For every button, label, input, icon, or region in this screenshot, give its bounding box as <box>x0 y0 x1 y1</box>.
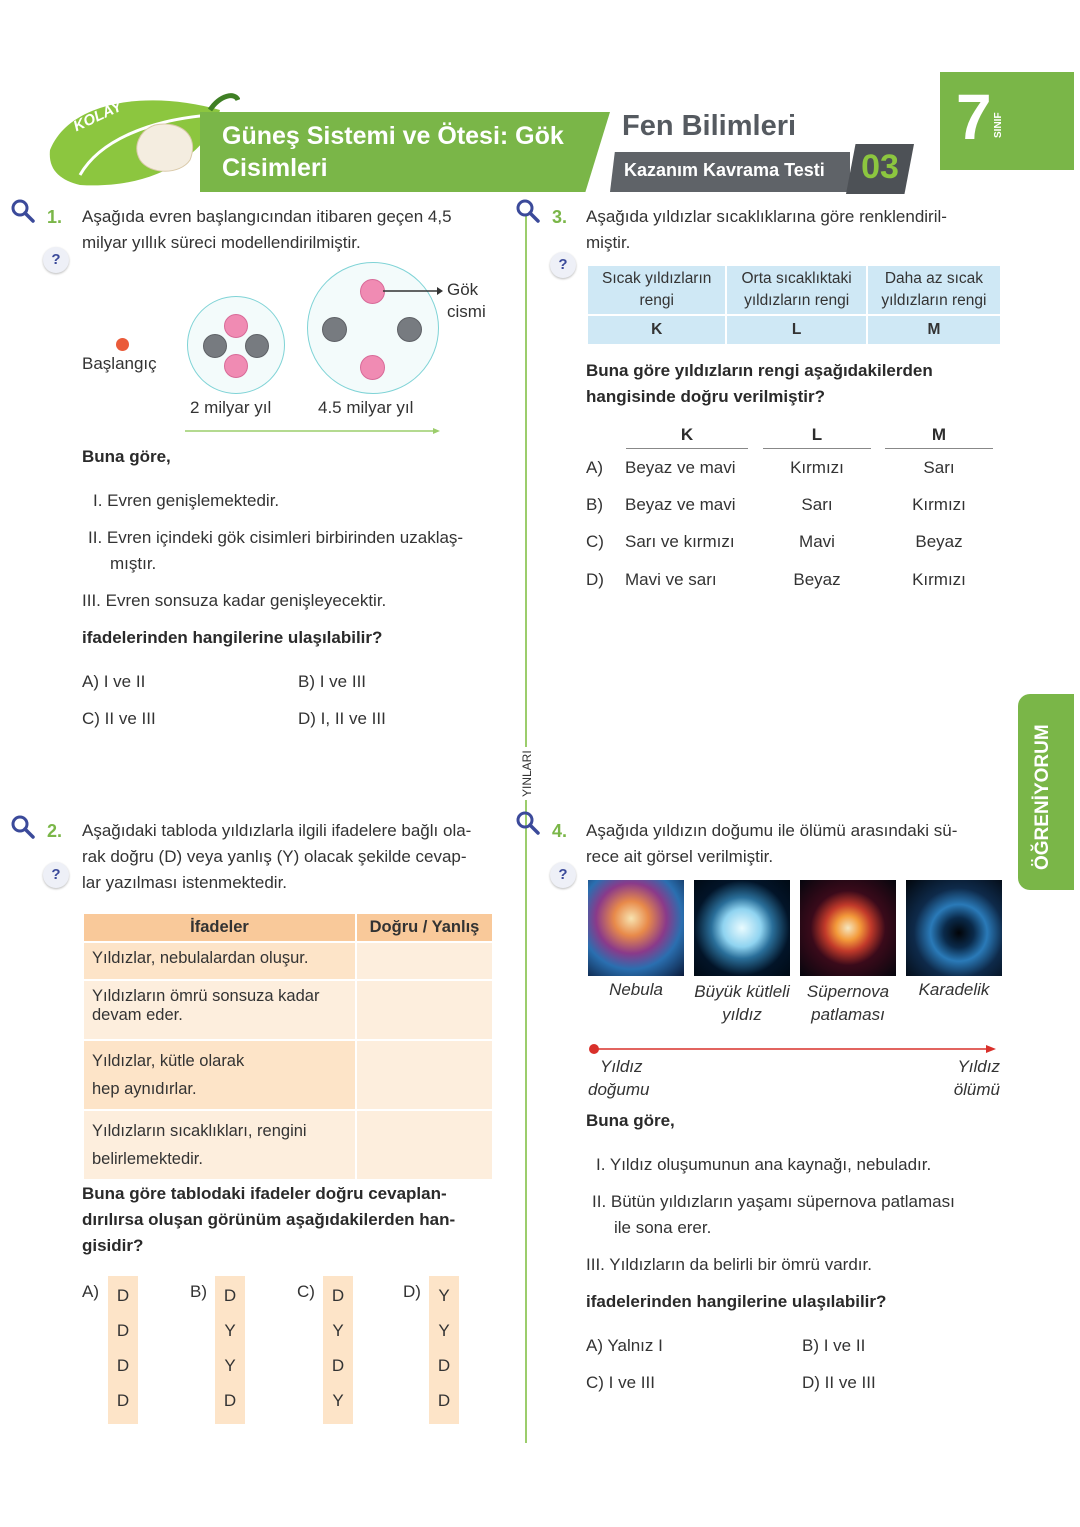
q2-option-b-label[interactable]: B) <box>190 1282 207 1301</box>
table-header <box>867 265 1001 315</box>
table-row <box>83 980 493 1040</box>
table-cell: M <box>867 315 1001 345</box>
q1-statement-3: III. Evren sonsuza kadar genişleyecektir. <box>82 591 387 610</box>
q3-question-line1: Buna göre yıldızların rengi aşağıdakilerden <box>586 361 933 380</box>
answer-cell[interactable] <box>356 1040 493 1110</box>
cell-text: Yıldızların sıcaklıkları, rengini <box>92 1122 307 1140</box>
value: D <box>437 1391 451 1410</box>
value: D <box>116 1321 130 1340</box>
image-label-nebula: Nebula <box>609 980 663 999</box>
header-text: yıldızların rengi <box>744 292 850 309</box>
massive-star-image <box>694 880 790 976</box>
q4-number: 4. <box>552 821 568 841</box>
label-line: yıldız <box>722 1005 762 1024</box>
q2-prompt-line1: Aşağıdaki tabloda yıldızlarla ilgili ifadelere bağlı ola- <box>82 821 472 840</box>
option-m: Sarı <box>923 458 955 477</box>
unit-title <box>222 120 564 184</box>
q2-option-c-label[interactable]: C) <box>297 1282 315 1301</box>
table-header: İfadeler <box>83 913 356 942</box>
q2-question <box>82 1181 502 1259</box>
body-grey <box>397 317 422 342</box>
q2-question-line1: Buna göre tablodaki ifadeler doğru cevaplan- <box>82 1184 447 1203</box>
value: D <box>331 1356 345 1375</box>
star-color-table <box>586 264 1002 346</box>
cell-text: belirlemektedir. <box>92 1150 203 1168</box>
q1-question: ifadelerinden hangilerine ulaşılabilir? <box>82 628 383 647</box>
q3-option-c[interactable] <box>586 532 1006 556</box>
q4-option-d[interactable]: D) II ve III <box>802 1373 876 1392</box>
question-mark-icon: ? <box>43 862 69 888</box>
image-label-supernova <box>796 980 900 1026</box>
option-m: Kırmızı <box>912 495 966 514</box>
option-k: Mavi ve sarı <box>625 570 717 589</box>
q1-statement-2: II. Evren içindeki gök cisimleri birbirinden uzaklaş- <box>88 528 464 547</box>
q2-option-d-values[interactable] <box>429 1276 459 1424</box>
q2-option-a-label[interactable]: A) <box>82 1282 99 1301</box>
start-dot <box>116 338 129 351</box>
q4-prompt-line1: Aşağıda yıldızın doğumu ile ölümü arasındaki sü- <box>586 821 958 840</box>
q1-statement-1: I. Evren genişlemektedir. <box>93 491 280 510</box>
body-grey <box>203 334 227 358</box>
label-line: Büyük kütleli <box>694 982 790 1001</box>
q1-option-c[interactable]: C) II ve III <box>82 709 156 728</box>
label-line: Yıldız <box>600 1057 643 1076</box>
test-number: 03 <box>861 148 899 186</box>
q2-prompt <box>82 818 502 896</box>
table-cell: L <box>726 315 866 345</box>
header-text: Sıcak yıldızların <box>602 270 712 287</box>
image-label-black-hole: Karadelik <box>918 980 990 999</box>
header-text: Orta sıcaklıktaki <box>741 270 852 287</box>
q3-prompt-line1: Aşağıda yıldızlar sıcaklıklarına göre renklendiril- <box>586 207 947 226</box>
q3-number: 3. <box>552 207 568 227</box>
image-label-massive-star <box>686 980 798 1026</box>
search-icon <box>10 198 36 224</box>
label-line: doğumu <box>588 1080 650 1099</box>
q2-prompt-line2: rak doğru (D) veya yanlış (Y) olacak şekilde cevap- <box>82 847 467 866</box>
label-2-billion: 2 milyar yıl <box>190 398 272 417</box>
header-text: Daha az sıcak <box>884 270 984 287</box>
option-m: Kırmızı <box>912 570 966 589</box>
q1-statement-2-cont: mıştır. <box>110 554 157 573</box>
universe-2-billion <box>187 296 285 394</box>
table-header: Doğru / Yanlış <box>356 913 493 942</box>
option-l: Sarı <box>801 495 833 514</box>
question-mark-icon: ? <box>550 252 576 278</box>
q3-col-header-l: L <box>763 425 871 449</box>
q2-number: 2. <box>47 821 63 841</box>
table-header <box>587 265 726 315</box>
body-grey <box>245 334 269 358</box>
nebula-image <box>588 880 684 976</box>
time-arrow <box>185 425 440 437</box>
cell-text: devam eder. <box>92 1006 183 1024</box>
timeline-end <box>930 1055 1000 1101</box>
header <box>0 60 1080 200</box>
label-line: ölümü <box>953 1080 1000 1099</box>
value: D <box>116 1286 130 1305</box>
q3-option-a[interactable] <box>586 458 1006 482</box>
body-pink <box>360 355 385 380</box>
grade-number: 7 <box>956 81 992 153</box>
value: Y <box>332 1321 344 1340</box>
q1-option-b[interactable]: B) I ve III <box>298 672 367 691</box>
search-icon <box>515 810 541 836</box>
value: Y <box>438 1286 450 1305</box>
q3-option-b[interactable] <box>586 495 1006 519</box>
table-row <box>83 1040 493 1110</box>
option-k: Beyaz ve mavi <box>625 495 736 514</box>
table-cell <box>83 1110 356 1180</box>
value: D <box>437 1356 451 1375</box>
table-cell <box>83 942 356 980</box>
question-mark-icon: ? <box>550 862 576 888</box>
q4-prompt <box>586 818 1006 870</box>
option-m: Beyaz <box>915 532 963 551</box>
q2-option-a-values[interactable] <box>108 1276 138 1424</box>
table-row <box>83 1110 493 1180</box>
value: D <box>223 1286 237 1305</box>
q1-option-a[interactable]: A) I ve II <box>82 672 146 691</box>
q3-question <box>586 358 1006 410</box>
option-label: A) <box>586 458 603 477</box>
q3-prompt-line2: miştir. <box>586 233 631 252</box>
option-l: Kırmızı <box>790 458 844 477</box>
value: Y <box>332 1391 344 1410</box>
q4-statement-2: II. Bütün yıldızların yaşamı süpernova patlaması <box>592 1192 955 1211</box>
q4-option-b[interactable]: B) I ve II <box>802 1336 866 1355</box>
q1-prompt <box>82 204 502 256</box>
q1-prompt-line2: milyar yıllık süreci modellendirilmiştir. <box>82 233 361 252</box>
q4-question: ifadelerinden hangilerine ulaşılabilir? <box>586 1292 887 1311</box>
table-row <box>587 315 1001 345</box>
statements-table <box>82 912 494 1181</box>
answer-cell[interactable] <box>356 980 493 1040</box>
q2-prompt-line3: lar yazılması istenmektedir. <box>82 873 288 892</box>
body-grey <box>322 317 347 342</box>
q4-lead: Buna göre, <box>586 1111 675 1130</box>
question-mark-icon: ? <box>43 247 69 273</box>
q3-question-line2: hangisinde doğru verilmiştir? <box>586 387 825 406</box>
q4-prompt-line2: rece ait görsel verilmiştir. <box>586 847 774 866</box>
q2-option-b-values[interactable] <box>215 1276 245 1424</box>
value: Y <box>224 1356 236 1375</box>
cell-text: Yıldızlar, nebulalardan oluşur. <box>92 949 309 967</box>
test-type: Kazanım Kavrama Testi <box>624 160 825 180</box>
q1-option-d[interactable]: D) I, II ve III <box>298 709 386 728</box>
unit-title-line1: Güneş Sistemi ve Ötesi: Gök <box>222 122 564 150</box>
q2-question-line3: gisidir? <box>82 1236 144 1255</box>
label-4-5-billion: 4.5 milyar yıl <box>318 398 414 417</box>
subject-title: Fen Bilimleri <box>622 110 797 142</box>
callout-line1: Gök <box>447 280 479 299</box>
q4-option-c[interactable]: C) I ve III <box>586 1373 655 1392</box>
option-label: D) <box>586 570 604 589</box>
callout-label <box>447 279 486 323</box>
q2-option-d-label[interactable]: D) <box>403 1282 421 1301</box>
q2-option-c-values[interactable] <box>323 1276 353 1424</box>
option-l: Mavi <box>799 532 835 551</box>
table-row <box>83 942 493 980</box>
q4-option-a[interactable]: A) Yalnız I <box>586 1336 663 1355</box>
q3-option-d[interactable] <box>586 570 1006 594</box>
cell-text: Yıldızlar, kütle olarak <box>92 1052 245 1070</box>
table-header <box>726 265 866 315</box>
publisher-fragment: YINLARI <box>520 747 534 800</box>
answer-cell[interactable] <box>356 942 493 980</box>
value: D <box>116 1391 130 1410</box>
value: Y <box>224 1321 236 1340</box>
cell-text: hep aynıdırlar. <box>92 1080 197 1098</box>
body-pink <box>360 279 385 304</box>
q4-statement-2-cont: ile sona erer. <box>614 1218 712 1237</box>
table-header-row <box>83 913 493 942</box>
black-hole-image <box>906 880 1002 976</box>
answer-cell[interactable] <box>356 1110 493 1180</box>
q1-number: 1. <box>47 207 63 227</box>
side-tab-label: ÖĞRENİYORUM <box>1032 724 1053 870</box>
q1-prompt-line1: Aşağıda evren başlangıcından itibaren geçen 4,5 <box>82 207 452 226</box>
q2-question-line2: dırılırsa oluşan görünüm aşağıdakilerden han- <box>82 1210 456 1229</box>
header-text: yıldızların rengi <box>881 292 987 309</box>
option-k: Sarı ve kırmızı <box>625 532 735 551</box>
q1-lead: Buna göre, <box>82 447 171 466</box>
search-icon <box>515 198 541 224</box>
q4-statement-3: III. Yıldızların da belirli bir ömrü vardır. <box>586 1255 872 1274</box>
option-l: Beyaz <box>793 570 841 589</box>
q3-col-header-k: K <box>626 425 748 449</box>
value: D <box>116 1356 130 1375</box>
body-pink <box>224 314 248 338</box>
body-pink <box>224 354 248 378</box>
search-icon <box>10 814 36 840</box>
label-line: Yıldız <box>957 1057 1000 1076</box>
value: D <box>331 1286 345 1305</box>
supernova-image <box>800 880 896 976</box>
value: Y <box>438 1321 450 1340</box>
option-label: C) <box>586 532 604 551</box>
q3-col-header-m: M <box>885 425 993 449</box>
callout-arrow <box>383 284 443 298</box>
start-label: Başlangıç <box>82 354 157 373</box>
header-text: rengi <box>639 292 674 309</box>
table-cell: K <box>587 315 726 345</box>
level-badge: KOLAY <box>70 97 125 136</box>
grade-suffix: SINIF <box>993 112 1004 138</box>
cell-text: Yıldızların ömrü sonsuza kadar <box>92 987 320 1005</box>
label-line: patlaması <box>811 1005 885 1024</box>
table-cell <box>83 1040 356 1110</box>
value: D <box>223 1391 237 1410</box>
option-k: Beyaz ve mavi <box>625 458 736 477</box>
unit-title-line2: Cisimleri <box>222 154 328 182</box>
callout-line2: cismi <box>447 302 486 321</box>
life-timeline-arrow <box>588 1042 996 1056</box>
q3-prompt <box>586 204 1006 256</box>
option-label: B) <box>586 495 603 514</box>
q4-statement-1: I. Yıldız oluşumunun ana kaynağı, nebuladır. <box>596 1155 932 1174</box>
timeline-start <box>588 1055 649 1101</box>
table-cell <box>83 980 356 1040</box>
table-header-row <box>587 265 1001 315</box>
label-line: Süpernova <box>806 982 890 1001</box>
